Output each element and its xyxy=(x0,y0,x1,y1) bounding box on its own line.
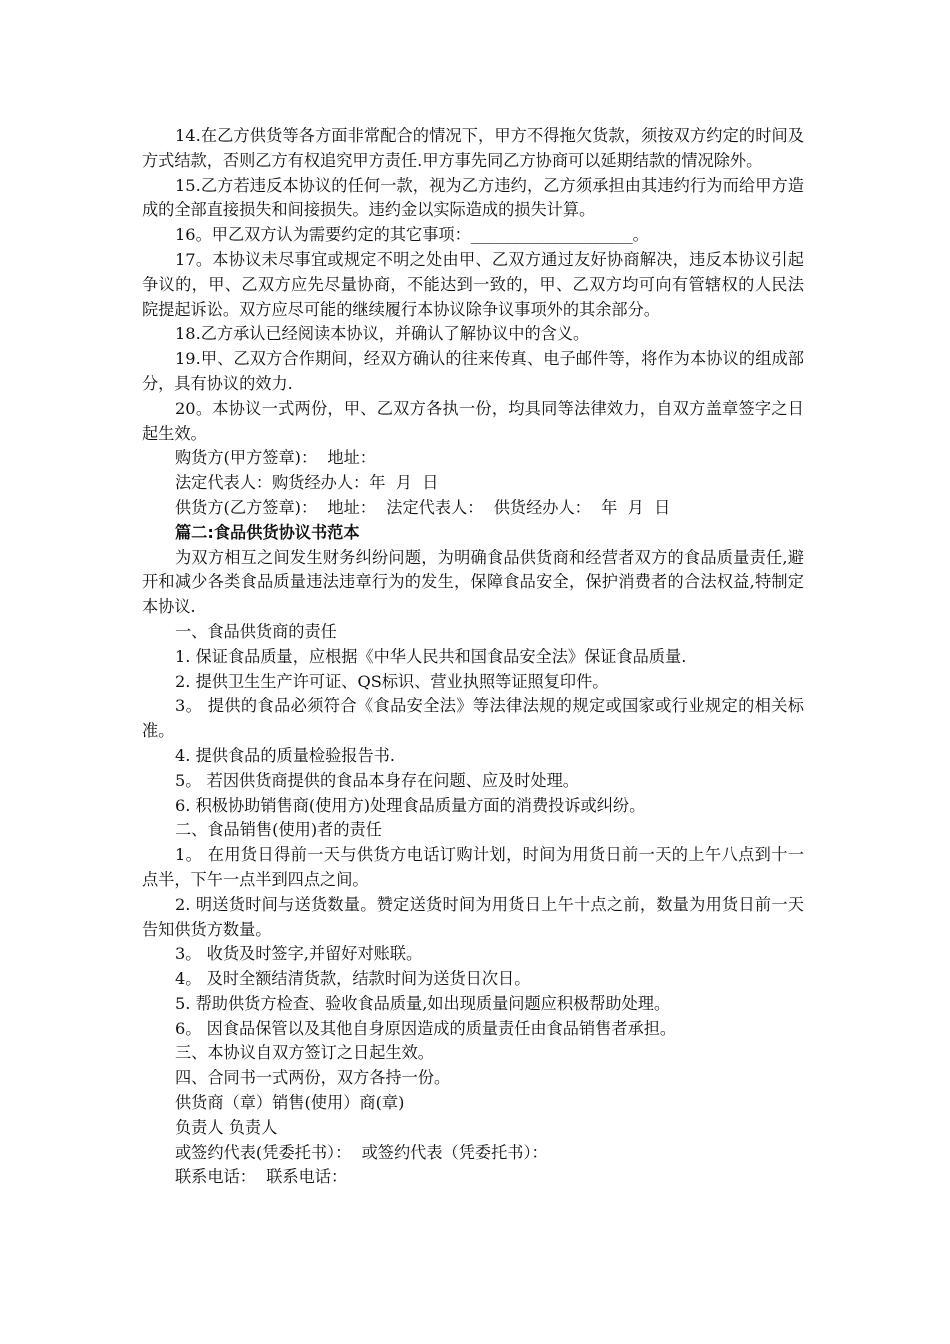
clause-15: 15.乙方若违反本协议的任何一款，视为乙方违约，乙方须承担由其违约行为而给甲方造成的全部直接损失和间接损失。违约金以实际造成的损失计算。 xyxy=(142,175,804,220)
seller-duty-6: 6。 因食品保管以及其他自身原因造成的质量责任由食品销售者承担。 xyxy=(175,1018,677,1038)
buyer-representative-line: 法定代表人：购货经办人：年 月 日 xyxy=(175,473,439,493)
seller-duty-1: 1。 在用货日得前一天与供货方电话订购计划，时间为用货日前一天的上午八点到十一点半，下午一点半到四点之间。 xyxy=(142,845,804,889)
seller-duties-heading: 二、食品销售(使用)者的责任 xyxy=(175,820,382,840)
seller-duty-4: 4。 及时全额结清货款，结款时间为送货日次日。 xyxy=(175,969,531,989)
copies-clause: 四、合同书一式两份，双方各持一份。 xyxy=(175,1068,451,1088)
buyer-signature-line: 购货方(甲方签章)： 地址： xyxy=(175,448,376,468)
signing-representative-line: 或签约代表(凭委托书）： 或签约代表（凭委托书）： xyxy=(175,1142,548,1162)
section-two-title: 篇二:食品供货协议书范本 xyxy=(175,522,360,542)
supplier-duty-2: 2. 提供卫生生产许可证、QS标识、营业执照等证照复印件。 xyxy=(175,671,609,691)
clause-14: 14.在乙方供货等各方面非常配合的情况下，甲方不得拖欠货款，须按双方约定的时间及方式结款，否则乙方有权追究甲方责任.甲方事先同乙方协商可以延期结款的情况除外。 xyxy=(142,126,804,170)
supplier-signature-line: 供货方(乙方签章)： 地址： 法定代表人： 供货经办人： 年 月 日 xyxy=(175,497,671,517)
document-body xyxy=(142,124,804,1190)
seller-duty-5: 5. 帮助供货方检查、验收食品质量,如出现质量问题应积极帮助处理。 xyxy=(175,993,671,1013)
contact-phone-line: 联系电话： 联系电话： xyxy=(175,1167,348,1187)
clause-19: 19.甲、乙双方合作期间，经双方确认的往来传真、电子邮件等，将作为本协议的组成部分，具有协议的效力. xyxy=(142,349,804,393)
clause-16: 16。甲乙双方认为需要约定的其它事项：____________________。 xyxy=(175,225,649,245)
supplier-duty-1: 1. 保证食品质量，应根据《中华人民共和国食品安全法》保证食品质量. xyxy=(175,646,687,666)
supplier-duty-4: 4. 提供食品的质量检验报告书. xyxy=(175,745,395,765)
effective-clause: 三、本协议自双方签订之日起生效。 xyxy=(175,1043,434,1063)
seller-duty-3: 3。 收货及时签字,并留好对账联。 xyxy=(175,944,423,964)
responsible-person-line: 负责人 负责人 xyxy=(175,1117,278,1137)
supplier-duty-6: 6. 积极协助销售商(使用方)处理食品质量方面的消费投诉或纠纷。 xyxy=(175,795,646,815)
preamble: 为双方相互之间发生财务纠纷问题，为明确食品供货商和经营者双方的食品质量责任,避开和减少各类食品质量违法违章行为的发生，保障食品安全，保护消费者的合法权益,特制定本协议. xyxy=(142,547,804,617)
seal-line: 供货商（章）销售(使用）商(章) xyxy=(175,1093,405,1113)
supplier-duties-heading: 一、食品供货商的责任 xyxy=(175,621,337,641)
clause-18: 18.乙方承认已经阅读本协议，并确认了解协议中的含义。 xyxy=(175,324,590,344)
clause-17: 17。本协议未尽事宜或规定不明之处由甲、乙双方通过友好协商解决，违反本协议引起争议的，甲、乙双方应先尽量协商，不能达到一致的，甲、乙双方均可向有管辖权的人民法院提起诉讼。双方应尽可能的继续履行本协议除争议事项外的其余部分。 xyxy=(142,249,804,319)
seller-duty-2: 2. 明送货时间与送货数量。赞定送货时间为用货日上午十点之前，数量为用货日前一天告知供货方数量。 xyxy=(142,894,804,939)
supplier-duty-3: 3。 提供的食品必须符合《食品安全法》等法律法规的规定或国家或行业规定的相关标准。 xyxy=(142,696,804,741)
supplier-duty-5: 5。 若因供货商提供的食品本身存在问题、应及时处理。 xyxy=(175,770,579,790)
clause-20: 20。本协议一式两份，甲、乙双方各执一份，均具同等法律效力，自双方盖章签字之日起生效。 xyxy=(142,398,804,443)
